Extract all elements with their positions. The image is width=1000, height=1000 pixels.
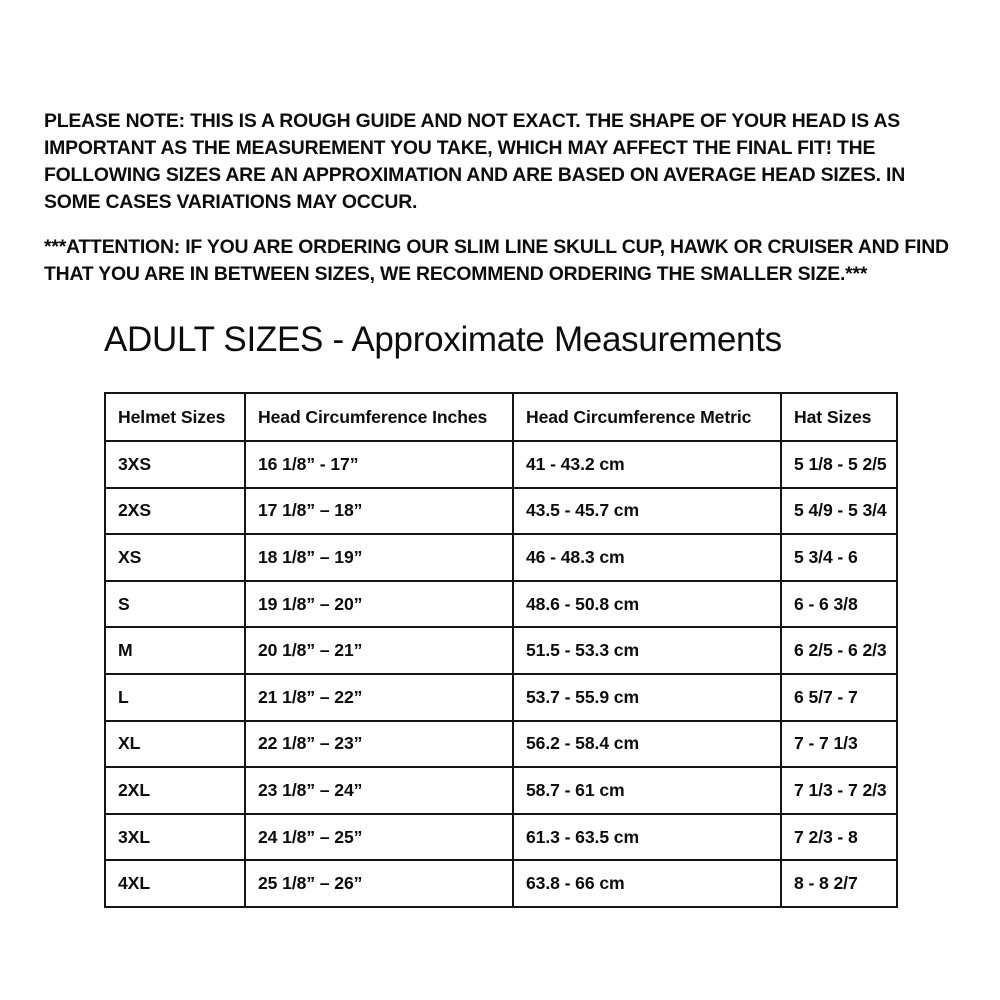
cell-hat-size: 5 4/9 - 5 3/4: [781, 488, 897, 535]
notes-section: [44, 108, 956, 288]
table-row: [105, 488, 897, 535]
cell-helmet-size: 2XS: [105, 488, 245, 535]
column-header-helmet-sizes: Helmet Sizes: [105, 393, 245, 441]
page-title: ADULT SIZES - Approximate Measurements: [104, 320, 782, 359]
size-chart-table: [104, 392, 898, 908]
cell-hat-size: 6 - 6 3/8: [781, 581, 897, 628]
cell-helmet-size: XL: [105, 721, 245, 768]
cell-hat-size: 8 - 8 2/7: [781, 860, 897, 907]
cell-hat-size: 6 5/7 - 7: [781, 674, 897, 721]
note-paragraph-1: PLEASE NOTE: THIS IS A ROUGH GUIDE AND NOT EXACT. THE SHAPE OF YOUR HEAD IS AS IMPORTANT AS THE MEASUREMENT YOU TAKE, WHICH MAY AFFECT THE FINAL FIT! THE FOLLOWING SIZES ARE AN APPROXIMATION AND ARE BASED ON AVERAGE HEAD SIZES. IN SOME CASES VARIATIONS MAY OCCUR.: [44, 110, 906, 213]
cell-head-circumference-inches: 17 1/8” – 18”: [245, 488, 513, 535]
table-row: [105, 721, 897, 768]
cell-head-circumference-metric: 53.7 - 55.9 cm: [513, 674, 781, 721]
column-header-head-circumference-inches: Head Circumference Inches: [245, 393, 513, 441]
column-header-head-circumference-metric: Head Circumference Metric: [513, 393, 781, 441]
cell-head-circumference-metric: 58.7 - 61 cm: [513, 767, 781, 814]
cell-hat-size: 7 - 7 1/3: [781, 721, 897, 768]
table-row: [105, 627, 897, 674]
cell-head-circumference-metric: 61.3 - 63.5 cm: [513, 814, 781, 861]
note-paragraph-2: ***ATTENTION: IF YOU ARE ORDERING OUR SLIM LINE SKULL CUP, HAWK OR CRUISER AND FIND THAT YOU ARE IN BETWEEN SIZES, WE RECOMMEND ORDERING THE SMALLER SIZE.***: [44, 236, 949, 285]
table-row: [105, 441, 897, 488]
table-row: [105, 581, 897, 628]
table-row: [105, 674, 897, 721]
cell-head-circumference-metric: 43.5 - 45.7 cm: [513, 488, 781, 535]
cell-helmet-size: 2XL: [105, 767, 245, 814]
cell-helmet-size: 4XL: [105, 860, 245, 907]
cell-head-circumference-inches: 23 1/8” – 24”: [245, 767, 513, 814]
cell-hat-size: 7 2/3 - 8: [781, 814, 897, 861]
cell-helmet-size: S: [105, 581, 245, 628]
cell-head-circumference-metric: 63.8 - 66 cm: [513, 860, 781, 907]
cell-hat-size: 5 1/8 - 5 2/5: [781, 441, 897, 488]
cell-helmet-size: M: [105, 627, 245, 674]
cell-head-circumference-metric: 41 - 43.2 cm: [513, 441, 781, 488]
cell-head-circumference-metric: 56.2 - 58.4 cm: [513, 721, 781, 768]
cell-helmet-size: XS: [105, 534, 245, 581]
cell-head-circumference-inches: 22 1/8” – 23”: [245, 721, 513, 768]
cell-helmet-size: L: [105, 674, 245, 721]
cell-head-circumference-metric: 46 - 48.3 cm: [513, 534, 781, 581]
cell-head-circumference-inches: 18 1/8” – 19”: [245, 534, 513, 581]
cell-helmet-size: 3XS: [105, 441, 245, 488]
cell-head-circumference-inches: 20 1/8” – 21”: [245, 627, 513, 674]
column-header-hat-sizes: Hat Sizes: [781, 393, 897, 441]
cell-head-circumference-metric: 51.5 - 53.3 cm: [513, 627, 781, 674]
cell-head-circumference-inches: 19 1/8” – 20”: [245, 581, 513, 628]
cell-hat-size: 5 3/4 - 6: [781, 534, 897, 581]
cell-head-circumference-inches: 21 1/8” – 22”: [245, 674, 513, 721]
table-header-row: [105, 393, 897, 441]
cell-head-circumference-inches: 24 1/8” – 25”: [245, 814, 513, 861]
table-row: [105, 534, 897, 581]
table-body: [105, 441, 897, 907]
table-row: [105, 860, 897, 907]
cell-helmet-size: 3XL: [105, 814, 245, 861]
table-row: [105, 814, 897, 861]
cell-head-circumference-inches: 16 1/8” - 17”: [245, 441, 513, 488]
cell-hat-size: 6 2/5 - 6 2/3: [781, 627, 897, 674]
cell-head-circumference-metric: 48.6 - 50.8 cm: [513, 581, 781, 628]
table-row: [105, 767, 897, 814]
cell-hat-size: 7 1/3 - 7 2/3: [781, 767, 897, 814]
cell-head-circumference-inches: 25 1/8” – 26”: [245, 860, 513, 907]
